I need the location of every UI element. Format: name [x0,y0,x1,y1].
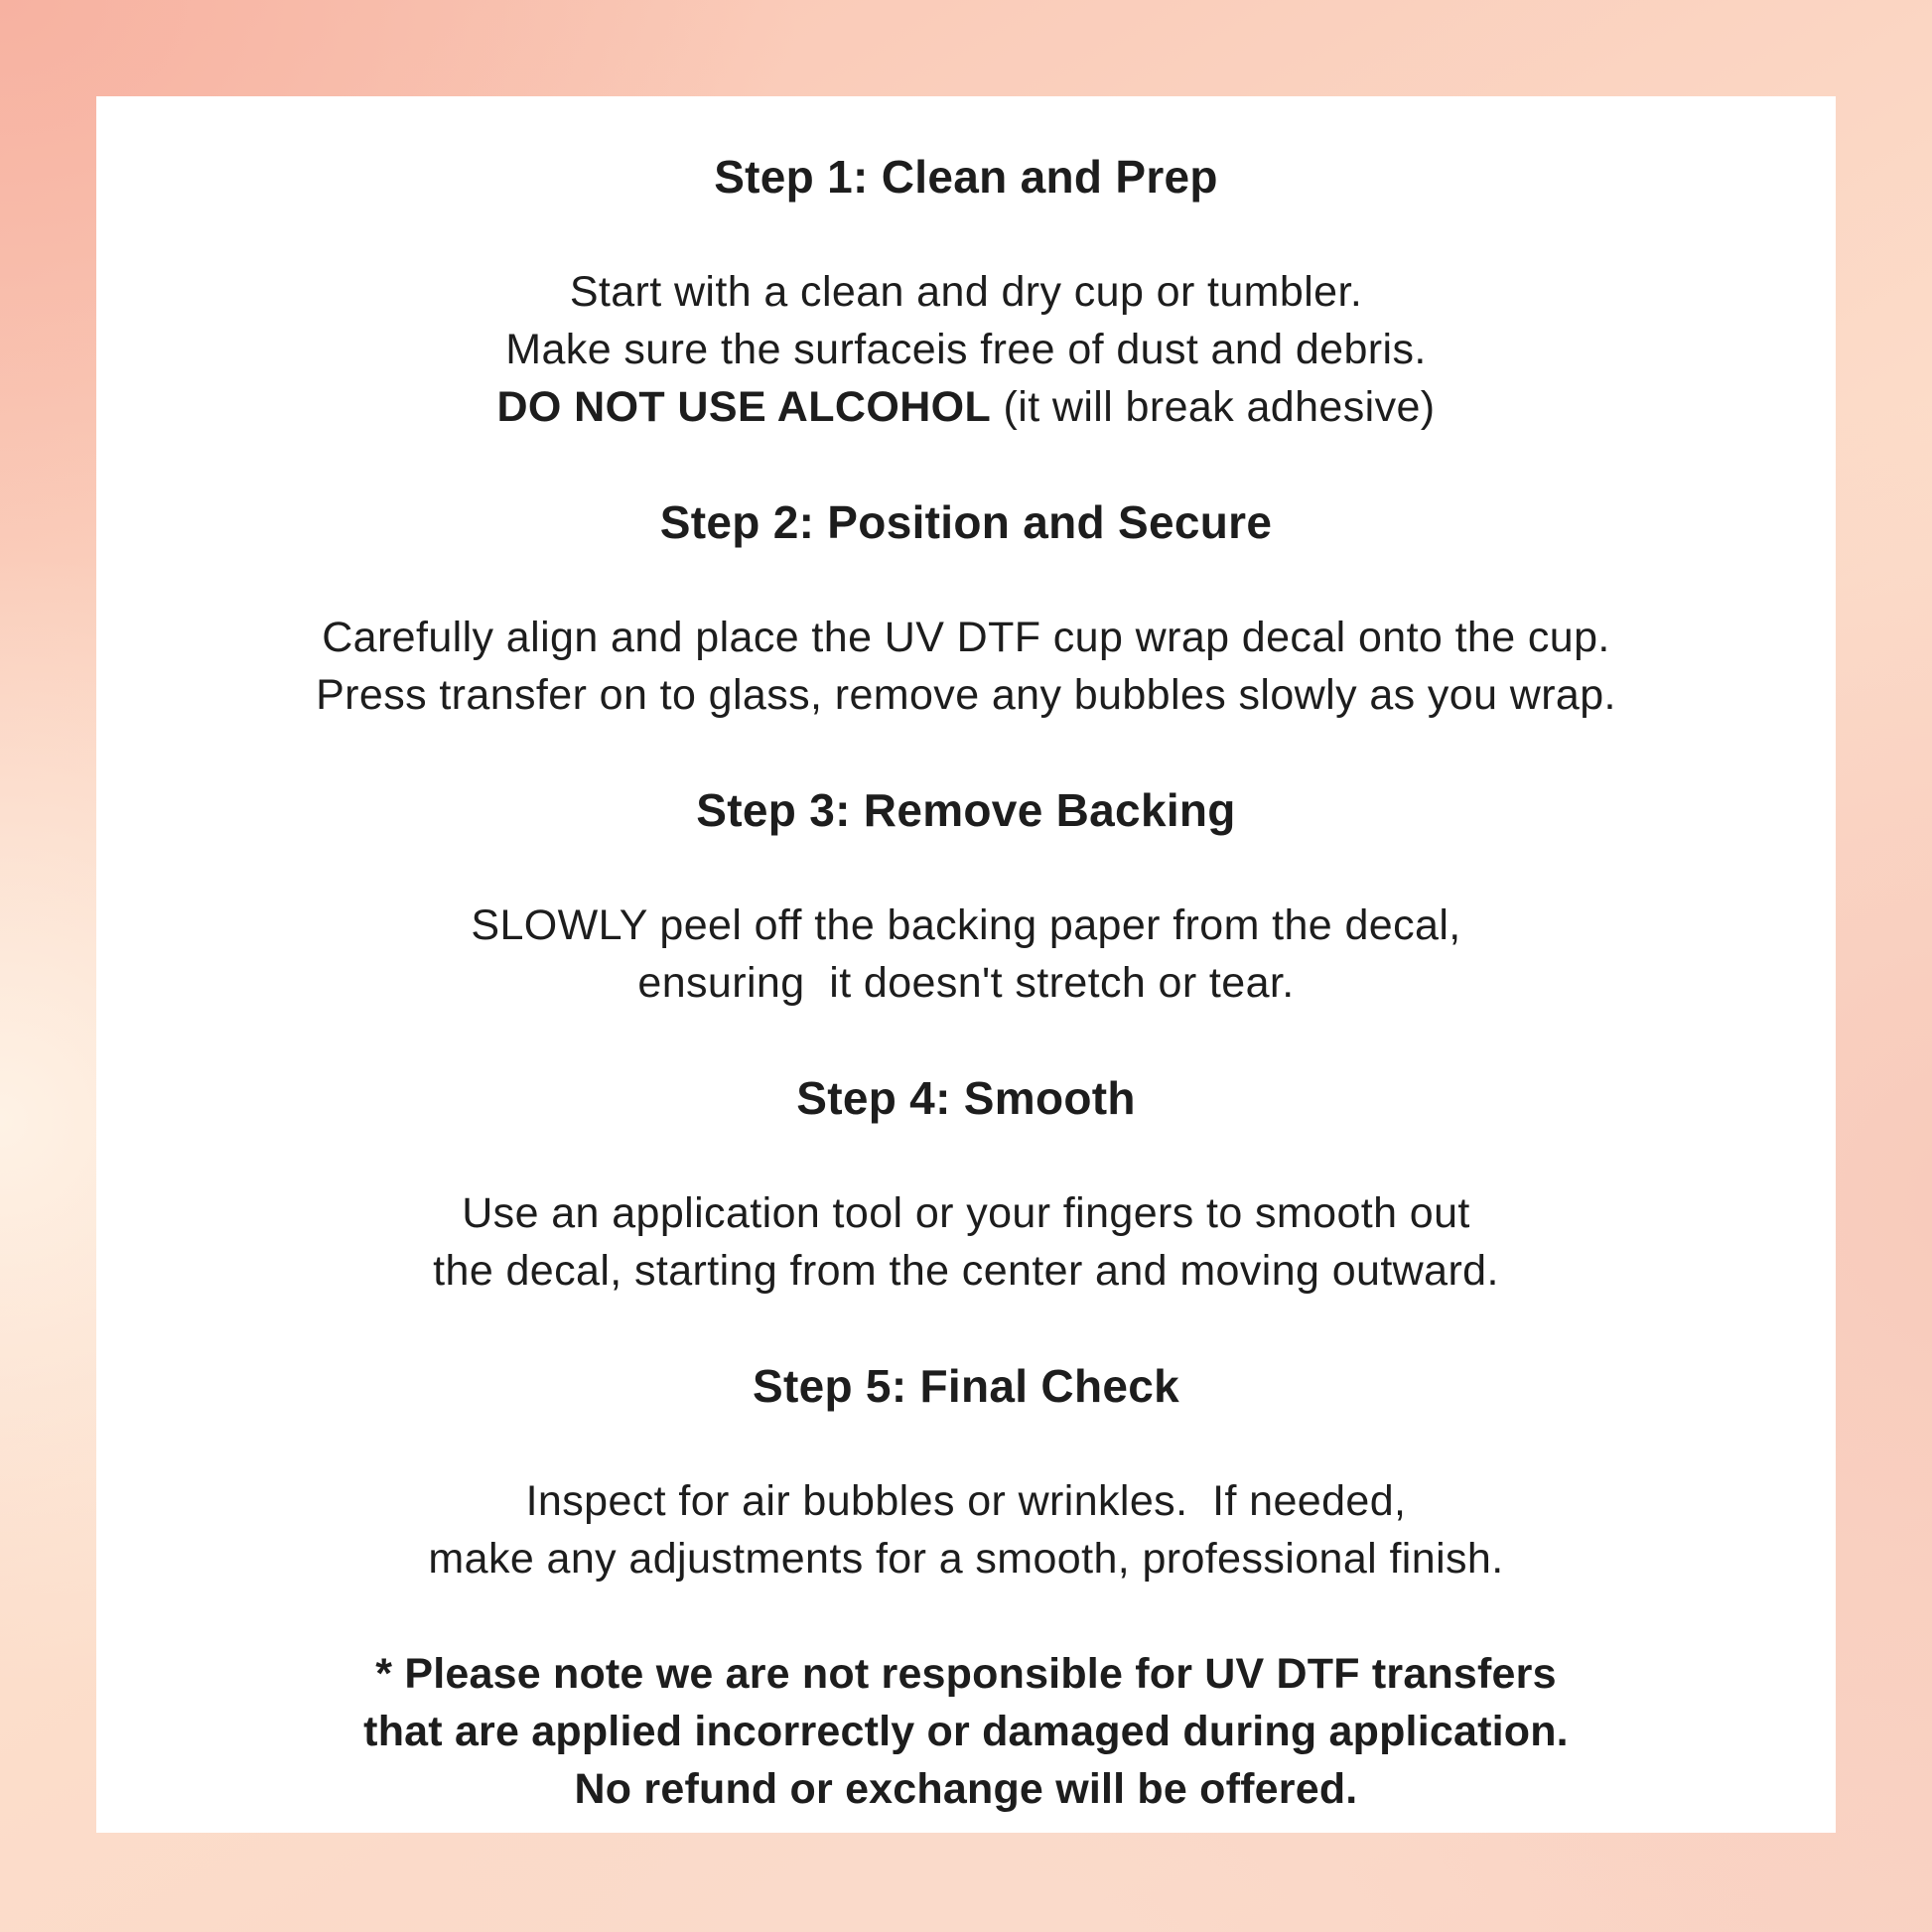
step5-line2: make any adjustments for a smooth, professional finish. [428,1535,1504,1583]
step5-heading: Step 5: Final Check [752,1360,1180,1412]
instruction-card [96,96,1836,1833]
step3-heading: Step 3: Remove Backing [696,784,1236,836]
disclaimer-line2: that are applied incorrectly or damaged during application. [363,1708,1569,1755]
step1-line2: Make sure the surfaceis free of dust and debris. [505,326,1427,373]
step5-body [428,1472,1503,1587]
step1-line1: Start with a clean and dry cup or tumbler. [569,268,1363,316]
step1-body [496,263,1435,436]
step2-heading: Step 2: Position and Secure [659,496,1273,548]
step2-line1: Carefully align and place the UV DTF cup wrap decal onto the cup. [322,614,1610,661]
step4-line2: the decal, starting from the center and moving outward. [433,1247,1499,1295]
step1-warning-rest-text: (it will break adhesive) [991,383,1436,431]
step3-line1: SLOWLY peel off the backing paper from the decal, [471,901,1461,949]
disclaimer-note [363,1645,1569,1818]
disclaimer-line1: * Please note we are not responsible for UV DTF transfers [375,1650,1557,1698]
step1-warning-line [496,378,1435,436]
step2-line2: Press transfer on to glass, remove any bubbles slowly as you wrap. [316,671,1616,719]
step2-body [316,609,1616,724]
disclaimer-line3: No refund or exchange will be offered. [574,1765,1358,1813]
step1-warning-bold-text: DO NOT USE ALCOHOL [496,383,992,431]
step3-body [471,897,1460,1012]
step4-heading: Step 4: Smooth [796,1072,1136,1124]
step5-line1: Inspect for air bubbles or wrinkles. If needed, [525,1477,1407,1525]
step4-body [433,1184,1499,1300]
step3-line2: ensuring it doesn't stretch or tear. [637,959,1295,1007]
step4-line1: Use an application tool or your fingers to smooth out [462,1189,1470,1237]
step1-heading: Step 1: Clean and Prep [714,151,1218,203]
